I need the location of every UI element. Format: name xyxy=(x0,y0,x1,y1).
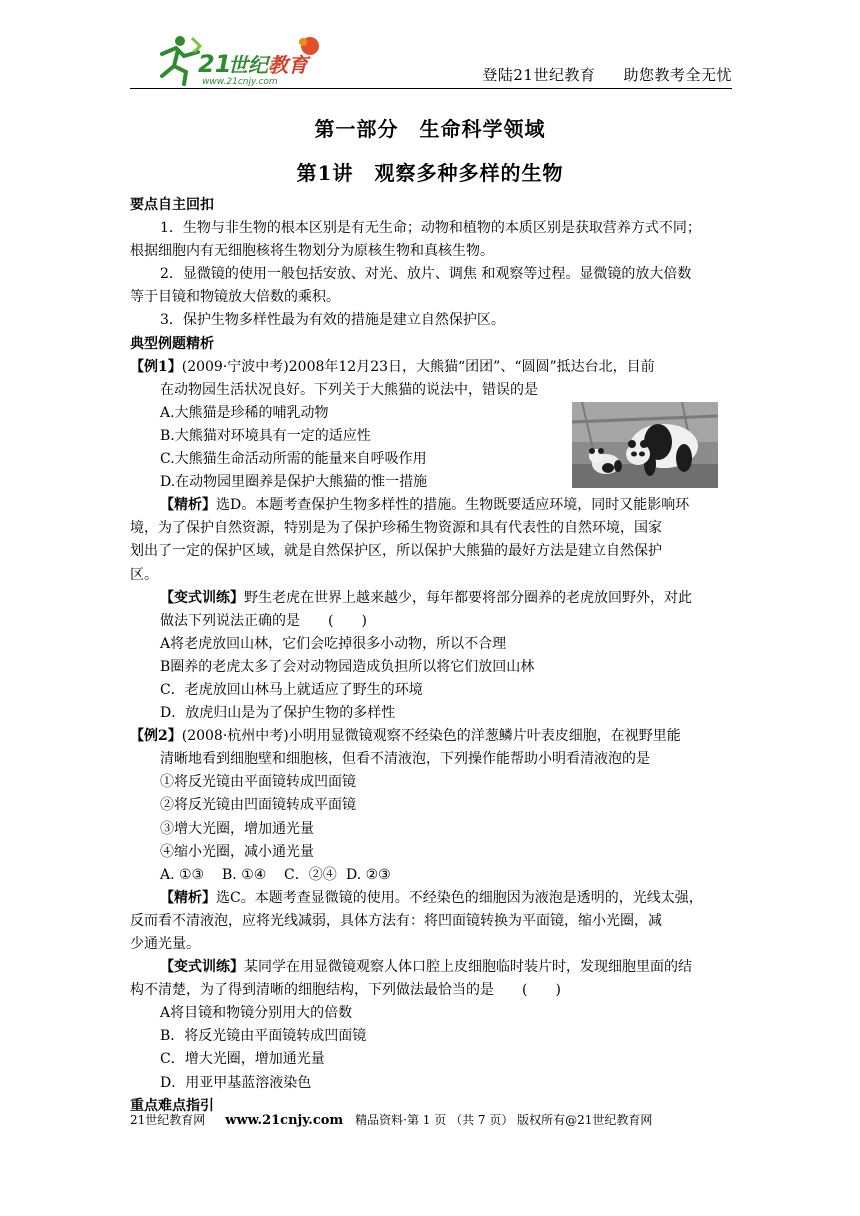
analysis-label: 【精析】 xyxy=(160,497,216,514)
21cnjy-logo xyxy=(140,32,340,88)
header-divider xyxy=(130,88,732,89)
example1-variant xyxy=(130,587,732,610)
example2-step: ④缩小光圈，减小通光量 xyxy=(160,843,314,860)
analysis-line: 反而看不清液泡，应将光线减弱，具体方法有：将凹面镜转换为平面镜，缩小光圈，减 xyxy=(130,912,662,929)
section-heading-key-difficulties: 重点难点指引 xyxy=(130,1097,214,1114)
page-footer xyxy=(130,1111,732,1128)
variant-option-c: C．增大光圈，增加通光量 xyxy=(160,1051,325,1068)
example1-line2: 在动物园生活状况良好。下列关于大熊猫的说法中，错误的是 xyxy=(160,381,538,398)
choice-b: B. ①④ xyxy=(222,866,267,883)
example2-variant xyxy=(130,956,732,979)
example1-option-b: B.大熊猫对环境具有一定的适应性 xyxy=(160,427,371,444)
variant-label: 【变式训练】 xyxy=(160,959,244,976)
svg-text:www.21cnjy.com: www.21cnjy.com xyxy=(202,77,278,87)
panda-photo xyxy=(572,402,718,488)
key-point-line: 3．保护生物多样性最为有效的措施是建立自然保护区。 xyxy=(160,312,505,329)
variant-option-d: D．放虎归山是为了保护生物的多样性 xyxy=(160,705,396,722)
section-heading-examples: 典型例题精析 xyxy=(130,335,214,352)
part-title: 第一部分 生命科学领域 xyxy=(314,117,546,141)
example2-choices xyxy=(130,864,732,887)
choice-d: D. ②③ xyxy=(346,866,391,883)
analysis-line: 选C。本题考查显微镜的使用。不经染色的细胞因为液泡是透明的，光线太强， xyxy=(216,889,703,906)
choice-c: C．②④ xyxy=(284,866,337,883)
lesson-title: 第1讲 观察多种多样的生物 xyxy=(296,161,564,185)
example2-step: ③增大光圈，增加通光量 xyxy=(160,820,314,837)
document-content xyxy=(130,194,732,1118)
key-point-line: 根据细胞内有无细胞核将生物划分为原核生物和真核生物。 xyxy=(130,243,494,260)
choice-a: A. ①③ xyxy=(160,866,205,883)
svg-text:教育: 教育 xyxy=(268,53,308,77)
example1-option-a: A.大熊猫是珍稀的哺乳动物 xyxy=(160,404,329,421)
variant-option-c: C．老虎放回山林马上就适应了野生的环境 xyxy=(160,681,423,698)
analysis-line: 少通光量。 xyxy=(130,936,200,952)
key-point-line: 1．生物与非生物的根本区别是有无生命；动物和植物的本质区别是获取营养方式不同； xyxy=(160,220,701,237)
variant-line: 构不清楚，为了得到清晰的细胞结构，下列做法最恰当的是 ( ) xyxy=(130,982,561,999)
analysis-label: 【精析】 xyxy=(160,889,216,906)
header-slogan-left: 登陆21世纪教育 xyxy=(482,66,596,84)
example1-option-d: D.在动物园里圈养是保护大熊猫的惟一措施 xyxy=(160,474,428,491)
svg-text:世纪: 世纪 xyxy=(228,53,268,77)
example2-question xyxy=(130,725,732,748)
example1-analysis xyxy=(130,494,732,517)
example2-step: ①将反光镜由平面镜转成凹面镜 xyxy=(160,774,356,791)
example1-options xyxy=(130,402,732,494)
example2-analysis xyxy=(130,887,732,910)
variant-line: 做法下列说法正确的是 ( ) xyxy=(160,612,367,629)
variant-label: 【变式训练】 xyxy=(160,589,244,606)
footer-info: 精品资料·第 1 页 （共 7 页） 版权所有@21世纪教育网 xyxy=(355,1113,653,1127)
variant-option-b: B圈养的老虎太多了会对动物园造成负担所以将它们放回山林 xyxy=(160,658,535,675)
footer-url-link[interactable]: www.21cnjy.com xyxy=(225,1113,344,1128)
variant-option-a: A将目镜和物镜分别用大的倍数 xyxy=(160,1005,353,1022)
example1-label: 【例1】 xyxy=(130,358,182,375)
example2-line2: 清晰地看到细胞壁和细胞核，但看不清液泡，下列操作能帮助小明看清液泡的是 xyxy=(160,751,650,768)
analysis-line: 划出了一定的保护区域，就是自然保护区，所以保护大熊猫的最好方法是建立自然保护 xyxy=(130,543,662,560)
analysis-line: 区。 xyxy=(130,566,158,583)
example2-line1: (2008·杭州中考)小明用显微镜观察不经染色的洋葱鳞片叶表皮细胞，在视野里能 xyxy=(181,728,681,745)
section-heading-key-points: 要点自主回扣 xyxy=(130,197,214,213)
analysis-line: 境，为了保护自然资源，特别是为了保护珍稀生物资源和具有代表性的自然环境，国家 xyxy=(130,520,662,537)
example1-line1: (2009·宁波中考)2008年12月23日，大熊猫“团团”、“圆圆”抵达台北，目前 xyxy=(181,358,655,375)
header-slogan xyxy=(482,64,732,85)
example1-option-c: C.大熊猫生命活动所需的能量来自呼吸作用 xyxy=(160,451,427,468)
key-point-line: 等于目镜和物镜放大倍数的乘积。 xyxy=(130,289,340,306)
footer-site: 21世纪教育网 xyxy=(130,1113,206,1127)
example2-label: 【例2】 xyxy=(130,728,182,745)
header-slogan-right: 助您教考全无忧 xyxy=(623,66,732,84)
page-header xyxy=(130,28,732,88)
variant-option-b: B．将反光镜由平面镜转成凹面镜 xyxy=(160,1028,367,1045)
variant-line: 野生老虎在世界上越来越少，每年都要将部分圈养的老虎放回野外，对此 xyxy=(244,589,692,606)
example1-question xyxy=(130,356,732,379)
example2-step: ②将反光镜由凹面镜转成平面镜 xyxy=(160,797,356,814)
svg-text:21: 21 xyxy=(198,50,232,78)
variant-option-d: D．用亚甲基蓝溶液染色 xyxy=(160,1074,312,1091)
variant-option-a: A将老虎放回山林，它们会吃掉很多小动物，所以不合理 xyxy=(160,635,507,652)
variant-line: 某同学在用显微镜观察人体口腔上皮细胞临时装片时，发现细胞里面的结 xyxy=(244,959,692,976)
key-point-line: 2．显微镜的使用一般包括安放、对光、放片、调焦 和观察等过程。显微镜的放大倍数 xyxy=(160,266,692,283)
analysis-line: 选D。本题考查保护生物多样性的措施。生物既要适应环境，同时又能影响环 xyxy=(216,497,690,514)
